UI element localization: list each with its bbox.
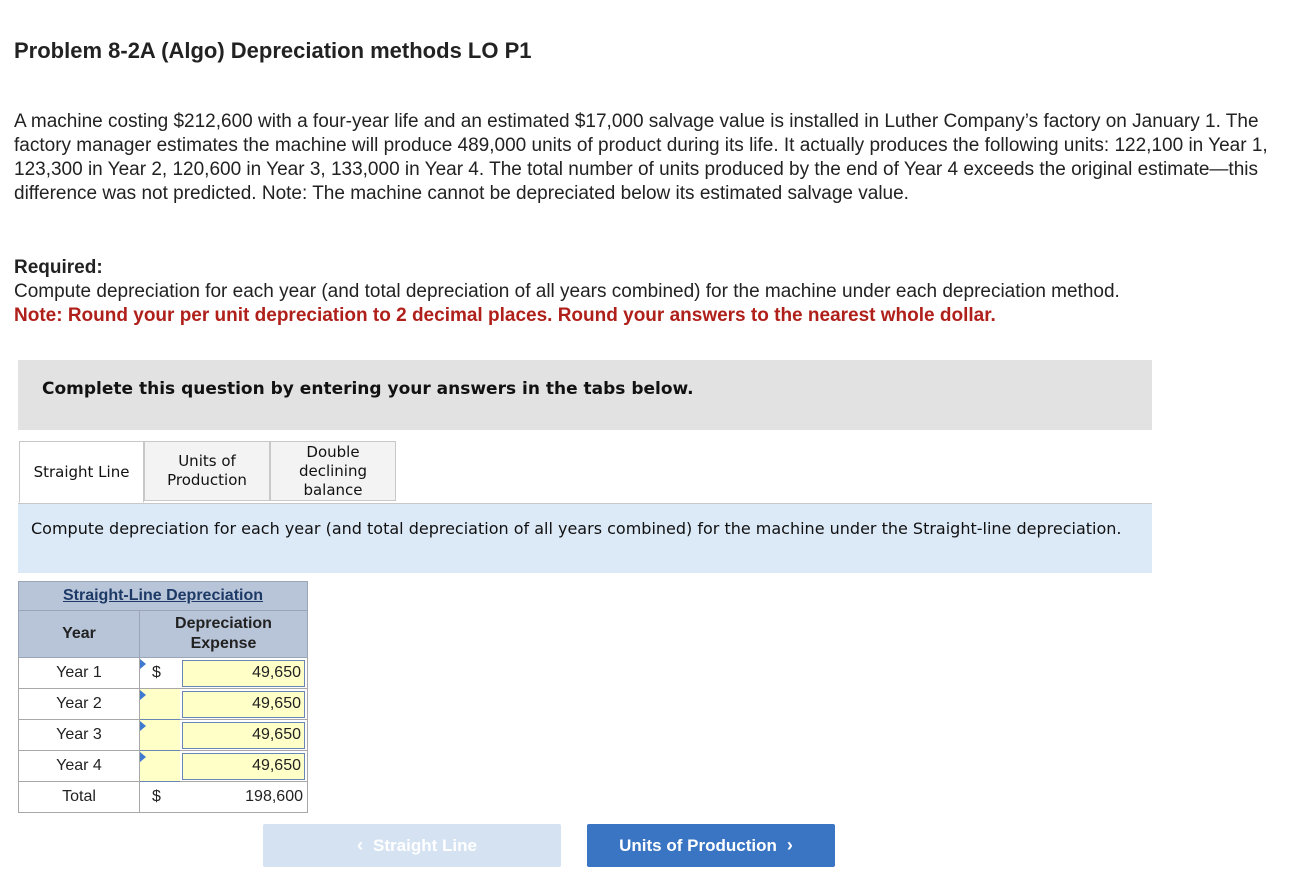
input-marker-icon xyxy=(140,721,146,731)
expense-value: 49,650 xyxy=(252,664,301,681)
input-marker-icon xyxy=(140,659,146,669)
expense-cell xyxy=(180,658,308,689)
instructions-banner xyxy=(18,360,1152,430)
tab-instruction: Compute depreciation for each year (and total depreciation of all years combined) for the machine under the Straight-line depreciation. xyxy=(18,504,1152,573)
total-value: 198,600 xyxy=(180,782,308,813)
year-label: Year 4 xyxy=(19,751,140,782)
problem-statement: A machine costing $212,600 with a four-year life and an estimated $17,000 salvage value is installed in Luther Company’s factory on January 1. The factory manager estimates the machine will produce 489,000 units of product during its life. It actually produces the following units: 122,100 in Year 1, 123,300 in Year 2, 120,600 in Year 3, 133,000 in Year 4. The total number of units produced by the end of Year 4 exceeds the original estimate—this difference was not predicted. Note: The machine cannot be depreciated below its estimated salvage value. xyxy=(14,111,1268,204)
required-text: Compute depreciation for each year (and total depreciation of all years combined) for the machine under each depreciation method. xyxy=(14,281,1120,302)
table-row xyxy=(19,720,308,751)
table-caption-text: Straight-Line Depreciation xyxy=(62,587,264,604)
expense-value: 49,650 xyxy=(252,726,301,743)
table-row xyxy=(19,689,308,720)
input-marker-icon xyxy=(140,752,146,762)
expense-input-year-4[interactable] xyxy=(182,753,306,780)
expense-input-year-3[interactable] xyxy=(182,722,306,749)
expense-cell xyxy=(180,689,308,720)
rounding-note: Note: Round your per unit depreciation to 2 decimal places. Round your answers to the nearest whole dollar. xyxy=(14,305,996,326)
expense-value: 49,650 xyxy=(252,695,301,712)
straight-line-table xyxy=(18,581,308,813)
next-tab-button[interactable] xyxy=(587,824,835,867)
instructions-banner-text: Complete this question by entering your answers in the tabs below. xyxy=(42,379,694,399)
tab-label: Units of Production xyxy=(167,452,247,489)
column-header-expense: Depreciation Expense xyxy=(140,611,308,658)
table-total-row xyxy=(19,782,308,813)
chevron-right-icon: › xyxy=(786,835,793,855)
input-marker-icon xyxy=(140,690,146,700)
table-caption xyxy=(19,582,308,611)
currency-symbol: $ xyxy=(152,788,161,805)
year-label: Year 3 xyxy=(19,720,140,751)
expense-input-year-1[interactable] xyxy=(182,660,306,687)
tab-label: Double declining balance xyxy=(298,442,368,499)
expense-cell xyxy=(180,751,308,782)
expense-value: 49,650 xyxy=(252,757,301,774)
expense-input-year-2[interactable] xyxy=(182,691,306,718)
currency-cell xyxy=(140,658,180,689)
required-label: Required: xyxy=(14,257,103,278)
expense-cell xyxy=(180,720,308,751)
currency-cell xyxy=(140,720,180,751)
tab-label: Straight Line xyxy=(33,462,130,481)
column-header-year: Year xyxy=(19,611,140,658)
tab-double-declining-balance[interactable] xyxy=(270,441,396,501)
currency-cell xyxy=(140,751,180,782)
year-label: Year 1 xyxy=(19,658,140,689)
chevron-left-icon: ‹ xyxy=(357,835,364,855)
currency-symbol: $ xyxy=(152,664,161,681)
currency-cell xyxy=(140,689,180,720)
year-label: Year 2 xyxy=(19,689,140,720)
table-row xyxy=(19,751,308,782)
problem-title: Problem 8-2A (Algo) Depreciation methods LO P1 xyxy=(14,38,532,63)
tab-straight-line[interactable] xyxy=(19,441,144,503)
currency-cell xyxy=(140,782,180,813)
next-tab-label: Units of Production xyxy=(619,835,777,855)
tab-units-of-production[interactable] xyxy=(144,441,270,501)
table-row xyxy=(19,658,308,689)
prev-tab-label: Straight Line xyxy=(373,835,477,855)
total-label: Total xyxy=(19,782,140,813)
prev-tab-button[interactable] xyxy=(263,824,561,867)
